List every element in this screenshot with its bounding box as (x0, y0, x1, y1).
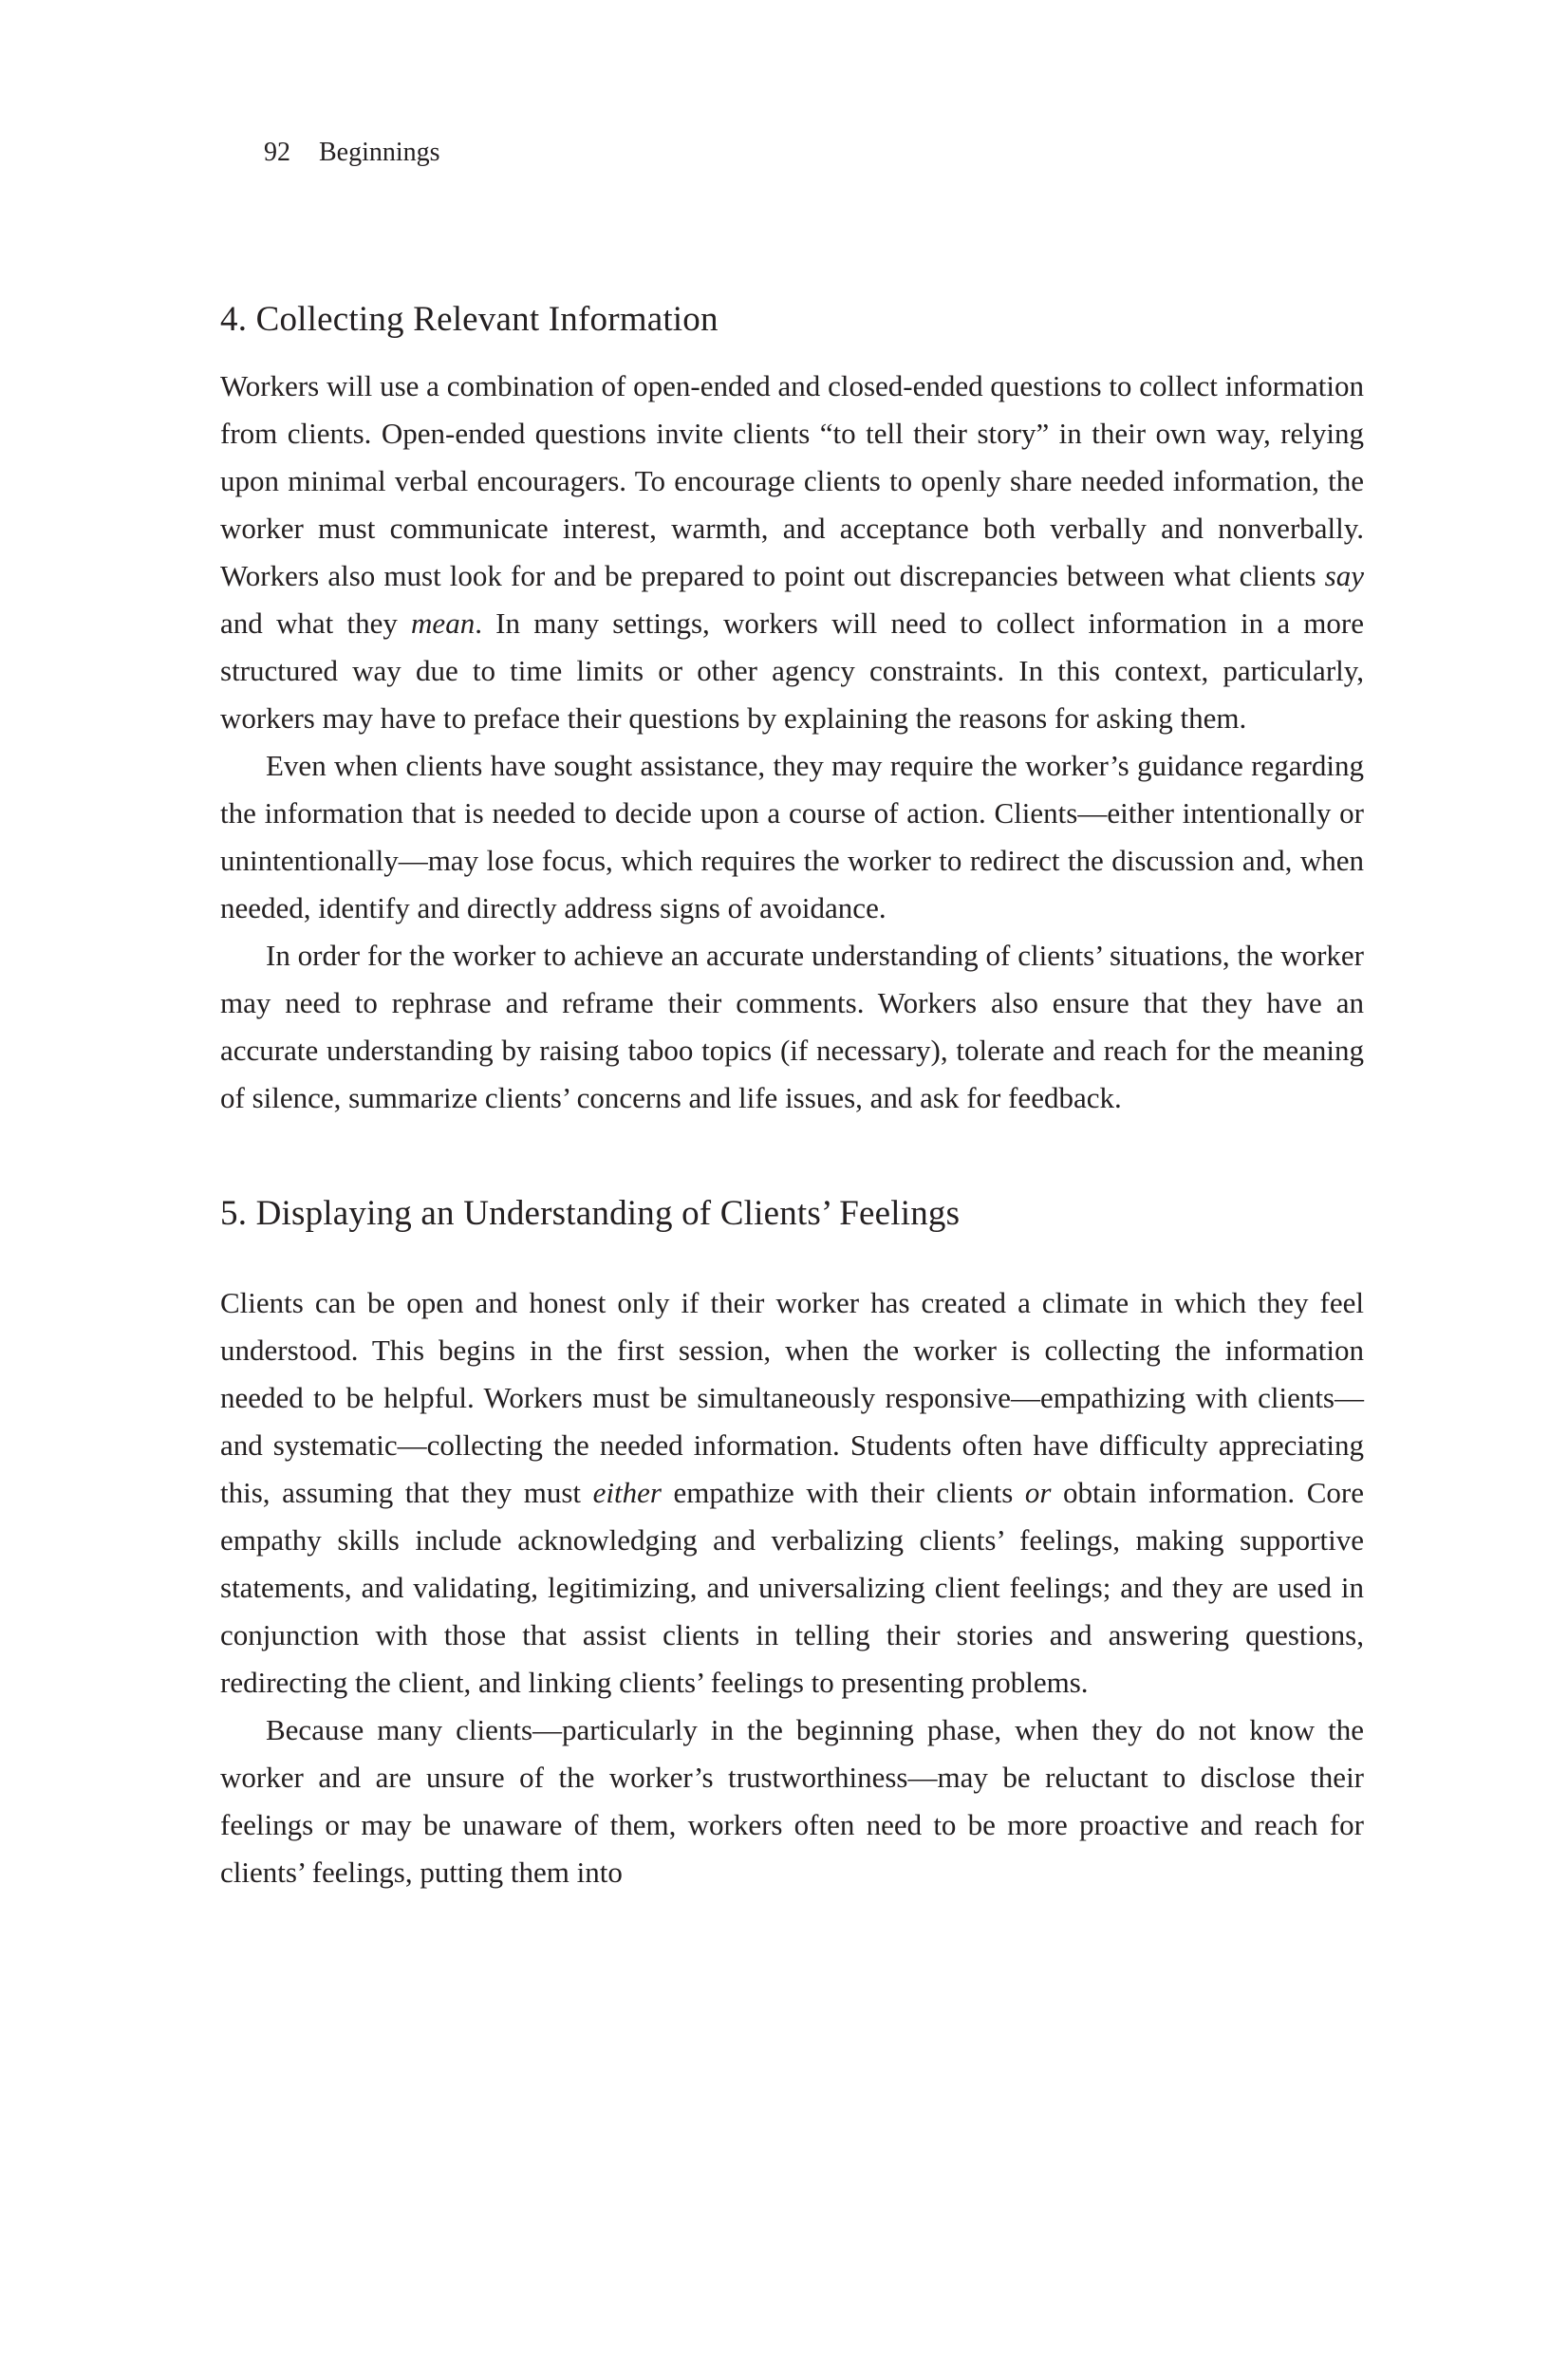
page-number: 92 (264, 138, 290, 167)
running-header (220, 139, 1364, 167)
paragraph-collecting-3: In order for the worker to achieve an accurate understanding of clients’ situations, the worker may need to rephrase and reframe their comments. Workers also ensure that they have an accurate understanding by raising taboo topics (if necessary), tolerate and reach for the meaning of silence, summarize clients’ concerns and life issues, and ask for feedback. (220, 939, 1364, 1114)
running-header-title: Beginnings (319, 138, 440, 167)
paragraph-collecting-1: Workers will use a combination of open-ended and closed-ended questions to collect information from clients. Open-ended questions invite clients “to tell their story” in their own way, relying upon minimal verbal encouragers. To encourage clients to openly share needed information, the worker must communicate interest, warmth, and acceptance both verbally and nonverbally. Workers also must look for and be prepared to point out discrepancies between what clients say and what they mean. In many settings, workers will need to collect information in a more structured way due to time limits or other agency constraints. In this context, particularly, workers may have to preface their questions by explaining the reasons for asking them. (220, 369, 1364, 735)
paragraph-feelings-1: Clients can be open and honest only if their worker has created a climate in which they feel understood. This begins in the first session, when the worker is collecting the information needed to be helpful. Workers must be simultaneously responsive—empathizing with clients—and systematic—collecting the needed information. Students often have difficulty appreciating this, assuming that they must either empathize with their clients or obtain information. Core empathy skills include acknowledging and verbalizing clients’ feelings, making supportive statements, and validating, legitimizing, and universalizing client feelings; and they are used in conjunction with those that assist clients in telling their stories and answering questions, redirecting the client, and linking clients’ feelings to presenting problems. (220, 1286, 1364, 1699)
section-5-heading: 5. Displaying an Understanding of Clients’ Feelings (220, 1194, 961, 1233)
paragraph-feelings-2: Because many clients—particularly in the beginning phase, when they do not know the worker and are unsure of the worker’s trustworthiness—may be reluctant to disclose their feelings or may be unaware of them, workers often need to be more proactive and reach for clients’ feelings, putting them into (220, 1713, 1364, 1889)
paragraph-collecting-2: Even when clients have sought assistance, they may require the worker’s guidance regarding the information that is needed to decide upon a course of action. Clients—either intentionally or unintentionally—may lose focus, which requires the worker to redirect the discussion and, when needed, identify and directly address signs of avoidance. (220, 749, 1364, 924)
section-4-heading: 4. Collecting Relevant Information (220, 300, 719, 339)
